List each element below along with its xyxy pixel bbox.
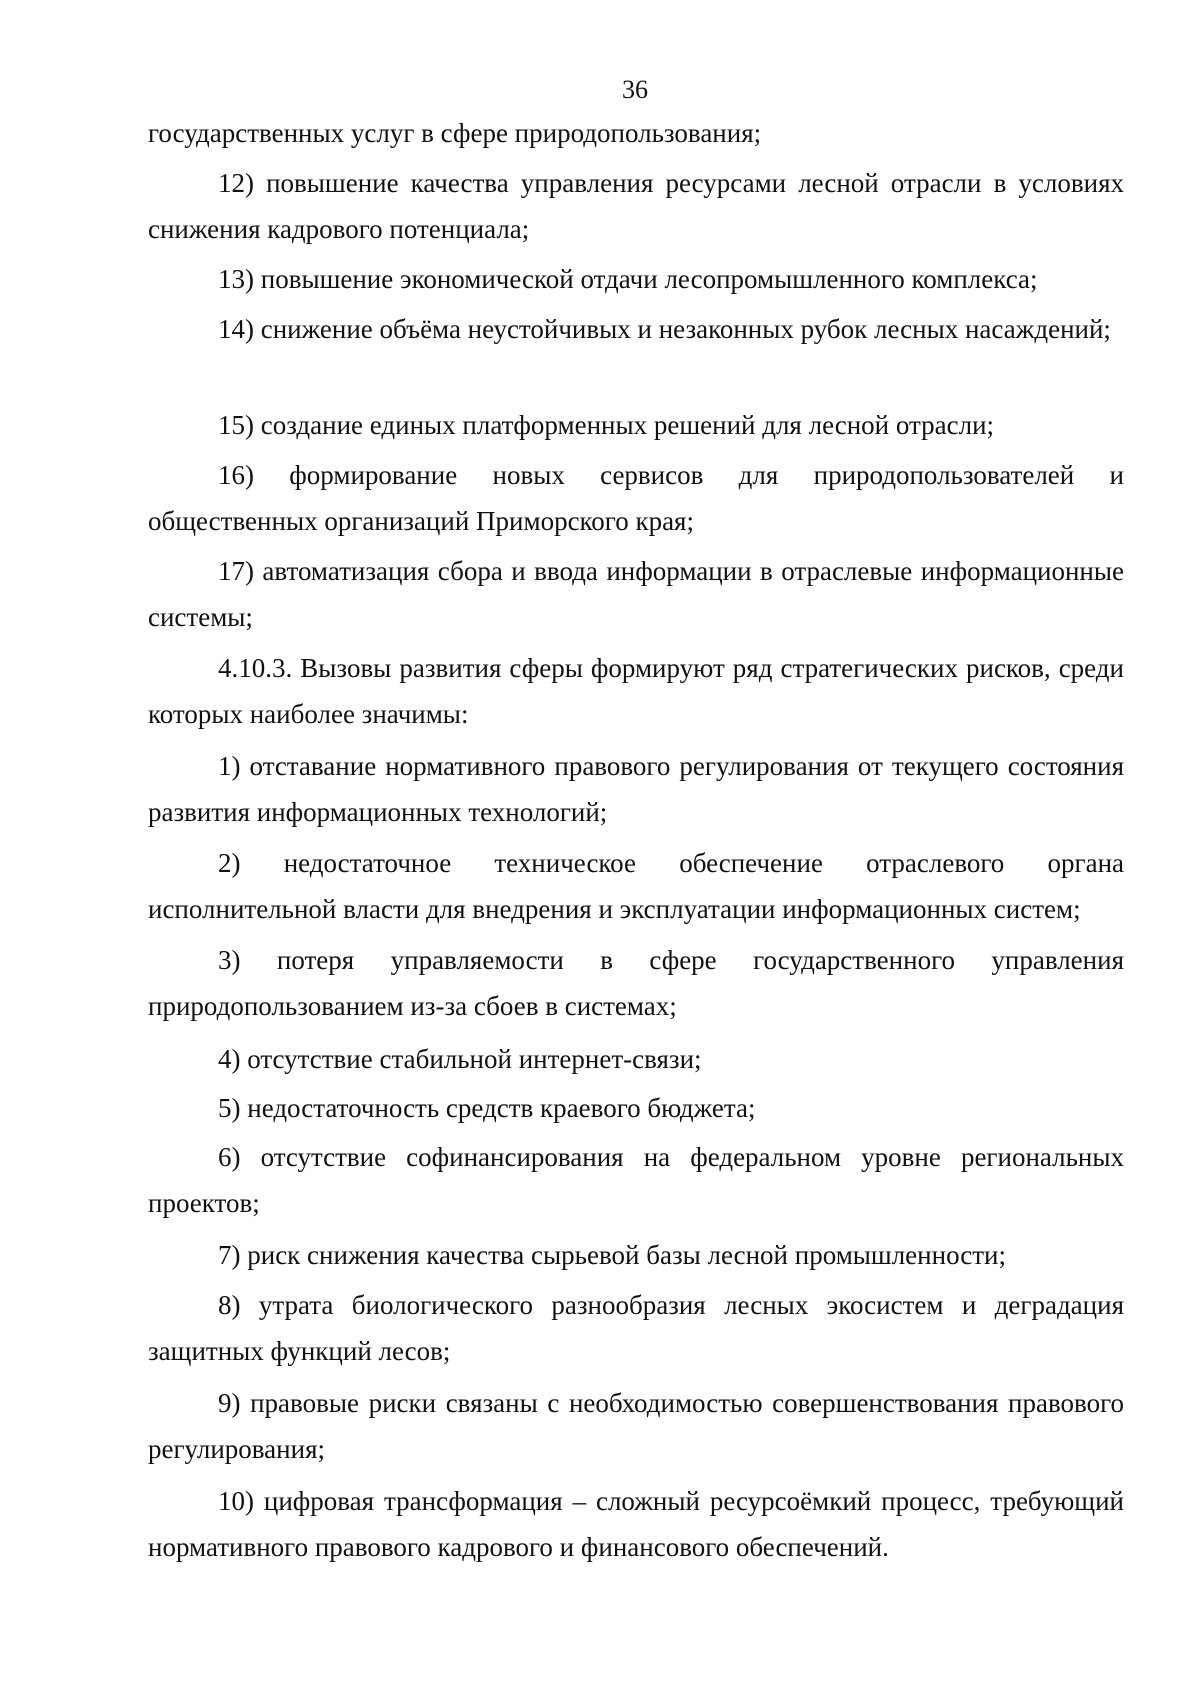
- list-item-15: 15) создание единых платформенных решений для лесной отрасли;: [218, 410, 995, 440]
- risk-item-4: 4) отсутствие стабильной интернет-связи;: [218, 1044, 702, 1074]
- risk-item-5: 5) недостаточность средств краевого бюджета;: [218, 1093, 756, 1123]
- risk-item-6: 6) отсутствие софинансирования на федеральном уровне региональных проектов;: [148, 1142, 1124, 1218]
- risk-item-3: 3) потеря управляемости в сфере государственного управления природопользованием из-за сбоев в системах;: [148, 945, 1124, 1021]
- risk-item-8: 8) утрата биологического разнообразия лесных экосистем и деградация защитных функций лесов;: [148, 1290, 1124, 1366]
- list-item-17: 17) автоматизация сбора и ввода информации в отраслевые информационные системы;: [148, 556, 1124, 632]
- list-item-16: 16) формирование новых сервисов для природопользователей и общественных организаций Приморского края;: [148, 460, 1124, 536]
- list-item-14: 14) снижение объёма неустойчивых и незаконных рубок лесных насаждений;: [218, 314, 1111, 344]
- risk-item-7: 7) риск снижения качества сырьевой базы лесной промышленности;: [218, 1240, 1006, 1270]
- page-number: 36: [622, 75, 648, 104]
- section-4-10-3: 4.10.3. Вызовы развития сферы формируют ряд стратегических рисков, среди которых наиболее значимы:: [148, 653, 1124, 729]
- paragraph-continuation: государственных услуг в сфере природопользования;: [148, 118, 762, 148]
- risk-item-10: 10) цифровая трансформация – сложный ресурсоёмкий процесс, требующий нормативного правового кадрового и финансового обеспечений.: [148, 1486, 1124, 1562]
- risk-item-2: 2) недостаточное техническое обеспечение отраслевого органа исполнительной власти для внедрения и эксплуатации информационных систем;: [148, 848, 1124, 924]
- risk-item-9: 9) правовые риски связаны с необходимостью совершенствования правового регулирования;: [148, 1388, 1124, 1464]
- risk-item-1: 1) отставание нормативного правового регулирования от текущего состояния развития информационных технологий;: [148, 751, 1124, 827]
- list-item-13: 13) повышение экономической отдачи лесопромышленного комплекса;: [218, 264, 1038, 294]
- list-item-12: 12) повышение качества управления ресурсами лесной отрасли в условиях снижения кадрового потенциала;: [148, 168, 1124, 244]
